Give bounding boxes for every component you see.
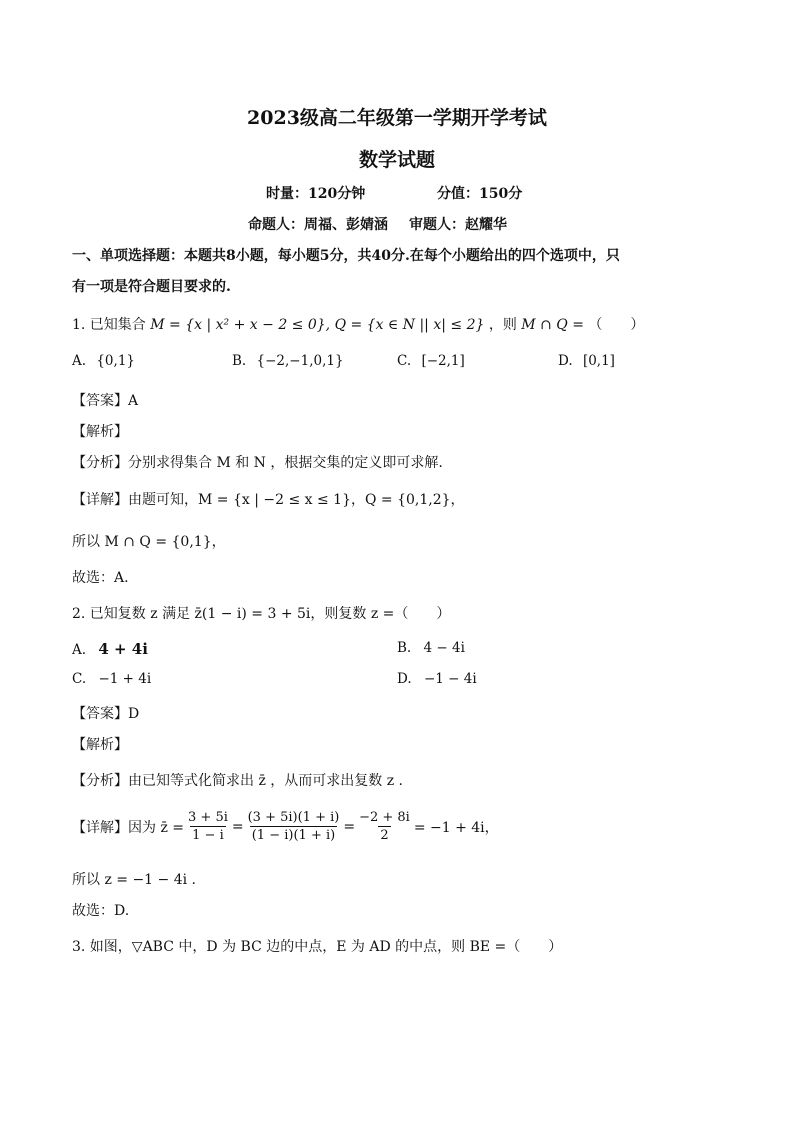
q2-option-c[interactable] (72, 671, 151, 687)
q2-detail: 【详解】 因为 z̄ = $\frac{3 + 5i}{1 - i}$ = $\frac{(3 + 5i)(1 + i)}{(1 - i)(1 + i)}$ = $\frac{-2 + 8i}{2}$ = −1 + 4i， (72, 810, 499, 843)
q1-option-b-label: B. (232, 353, 247, 369)
q1-stem (72, 314, 644, 334)
q2-fraction-2 (246, 810, 342, 843)
q2-fraction-3 (357, 810, 412, 843)
q2-detail-tag: 【详解】 (72, 819, 128, 836)
exam-subject: 数学试题 (358, 149, 435, 171)
q2-option-a-label: A. (72, 642, 87, 658)
q2-option-a[interactable] (72, 640, 148, 658)
q2-fraction-1-num: 3 + 5i (188, 810, 228, 825)
q1-answer (72, 390, 138, 410)
q1-option-b-text: {−2,−1,0,1} (256, 353, 344, 369)
q1-fenxi-tag: 【分析】 (72, 455, 128, 471)
q2-option-a-text: 4 + 4i (98, 640, 148, 658)
q3-stem: 3. 如图，▽ABC 中，D 为 BC 边的中点，E 为 AD 的中点，则 BE =（ ） (72, 939, 563, 955)
q1-option-d-text: [0,1] (582, 353, 615, 369)
exam-title: 2023级高二年级第一学期开学考试 (247, 107, 547, 129)
q1-option-b[interactable] (232, 353, 344, 369)
exam-score: 分值：150分 (437, 186, 523, 202)
q2-line2: 所以 z = −1 − 4i . (72, 872, 197, 888)
q2-fraction-3-den: 2 (380, 828, 389, 843)
q2-option-b[interactable] (397, 640, 465, 656)
q1-answer-value: A (128, 393, 139, 409)
q1-detail-text: 由题可知，M = {x | −2 ≤ x ≤ 1}，Q = {0,1,2}， (128, 492, 465, 508)
q2-fraction-2-num: (3 + 5i)(1 + i) (247, 810, 340, 825)
q1-option-a-text: {0,1} (96, 353, 135, 369)
q2-fraction-1-den: 1 − i (192, 828, 224, 843)
q2-fenxi (72, 770, 403, 790)
q1-analysis-tag: 【解析】 (72, 424, 128, 440)
q1-option-d[interactable] (558, 353, 615, 369)
q2-conclusion: 故选：D. (72, 903, 130, 919)
q1-option-a[interactable] (72, 353, 135, 369)
q2-option-b-text: 4 − 4i (423, 640, 465, 656)
q1-sets: M = {x | x² + x − 2 ≤ 0}, Q = {x ∈ N || x| ≤ 2} (150, 317, 485, 333)
q2-option-b-label: B. (397, 640, 412, 656)
q1-detail (72, 489, 465, 509)
q1-middle: ，则 (488, 317, 517, 333)
q2-option-c-text: −1 + 4i (98, 671, 152, 687)
q2-analysis-tag: 【解析】 (72, 737, 128, 753)
q1-conclusion: 故选：A. (72, 570, 129, 586)
exam-reviewer: 审题人：赵耀华 (409, 217, 507, 233)
q2-fenxi-text: 由已知等式化简求出 z̄ ，从而可求出复数 z . (128, 773, 404, 789)
q1-option-c-text: [−2,1] (421, 353, 465, 369)
exam-authors: 命题人：周福、彭婧涵 (248, 217, 388, 233)
exam-time: 时量：120分钟 (266, 186, 366, 202)
section-heading-line2: 有一项是符合题目要求的. (72, 279, 231, 295)
q1-detail-tag: 【详解】 (72, 492, 128, 508)
q1-option-a-label: A. (72, 353, 87, 369)
q2-option-d-label: D. (397, 671, 412, 687)
q1-line2: 所以 M ∩ Q = {0,1}， (72, 534, 226, 550)
q2-fraction-2-den: (1 − i)(1 + i) (251, 828, 336, 843)
section-heading-line1: 一、单项选择题：本题共8小题，每小题5分，共40分.在每个小题给出的四个选项中，只 (72, 248, 620, 264)
q1-prefix: 1. 已知集合 (72, 317, 146, 333)
q2-detail-suffix: = −1 + 4i， (413, 819, 499, 836)
q1-option-c-label: C. (397, 353, 412, 369)
q2-answer (72, 703, 139, 723)
q1-fenxi-text: 分别求得集合 M 和 N ，根据交集的定义即可求解. (128, 455, 443, 471)
q2-answer-tag: 【答案】 (72, 706, 128, 722)
q1-option-c[interactable] (397, 353, 465, 369)
q2-option-c-label: C. (72, 671, 87, 687)
q1-answer-tag: 【答案】 (72, 393, 128, 409)
q2-fraction-1 (186, 810, 230, 843)
q2-stem: 2. 已知复数 z 满足 z̄(1 − i) = 3 + 5i，则复数 z =（ ） (72, 606, 451, 622)
q1-fenxi (72, 452, 443, 472)
q2-fraction-3-num: −2 + 8i (359, 810, 410, 825)
q2-option-d[interactable] (397, 671, 477, 687)
q2-answer-value: D (128, 706, 140, 722)
q1-expr: M ∩ Q = (521, 317, 584, 333)
q2-fenxi-tag: 【分析】 (72, 773, 128, 789)
q2-option-d-text: −1 − 4i (423, 671, 477, 687)
q1-blank: （ ） (588, 317, 645, 333)
q2-detail-prefix: 因为 z̄ = (128, 819, 185, 836)
q1-option-d-label: D. (558, 353, 573, 369)
